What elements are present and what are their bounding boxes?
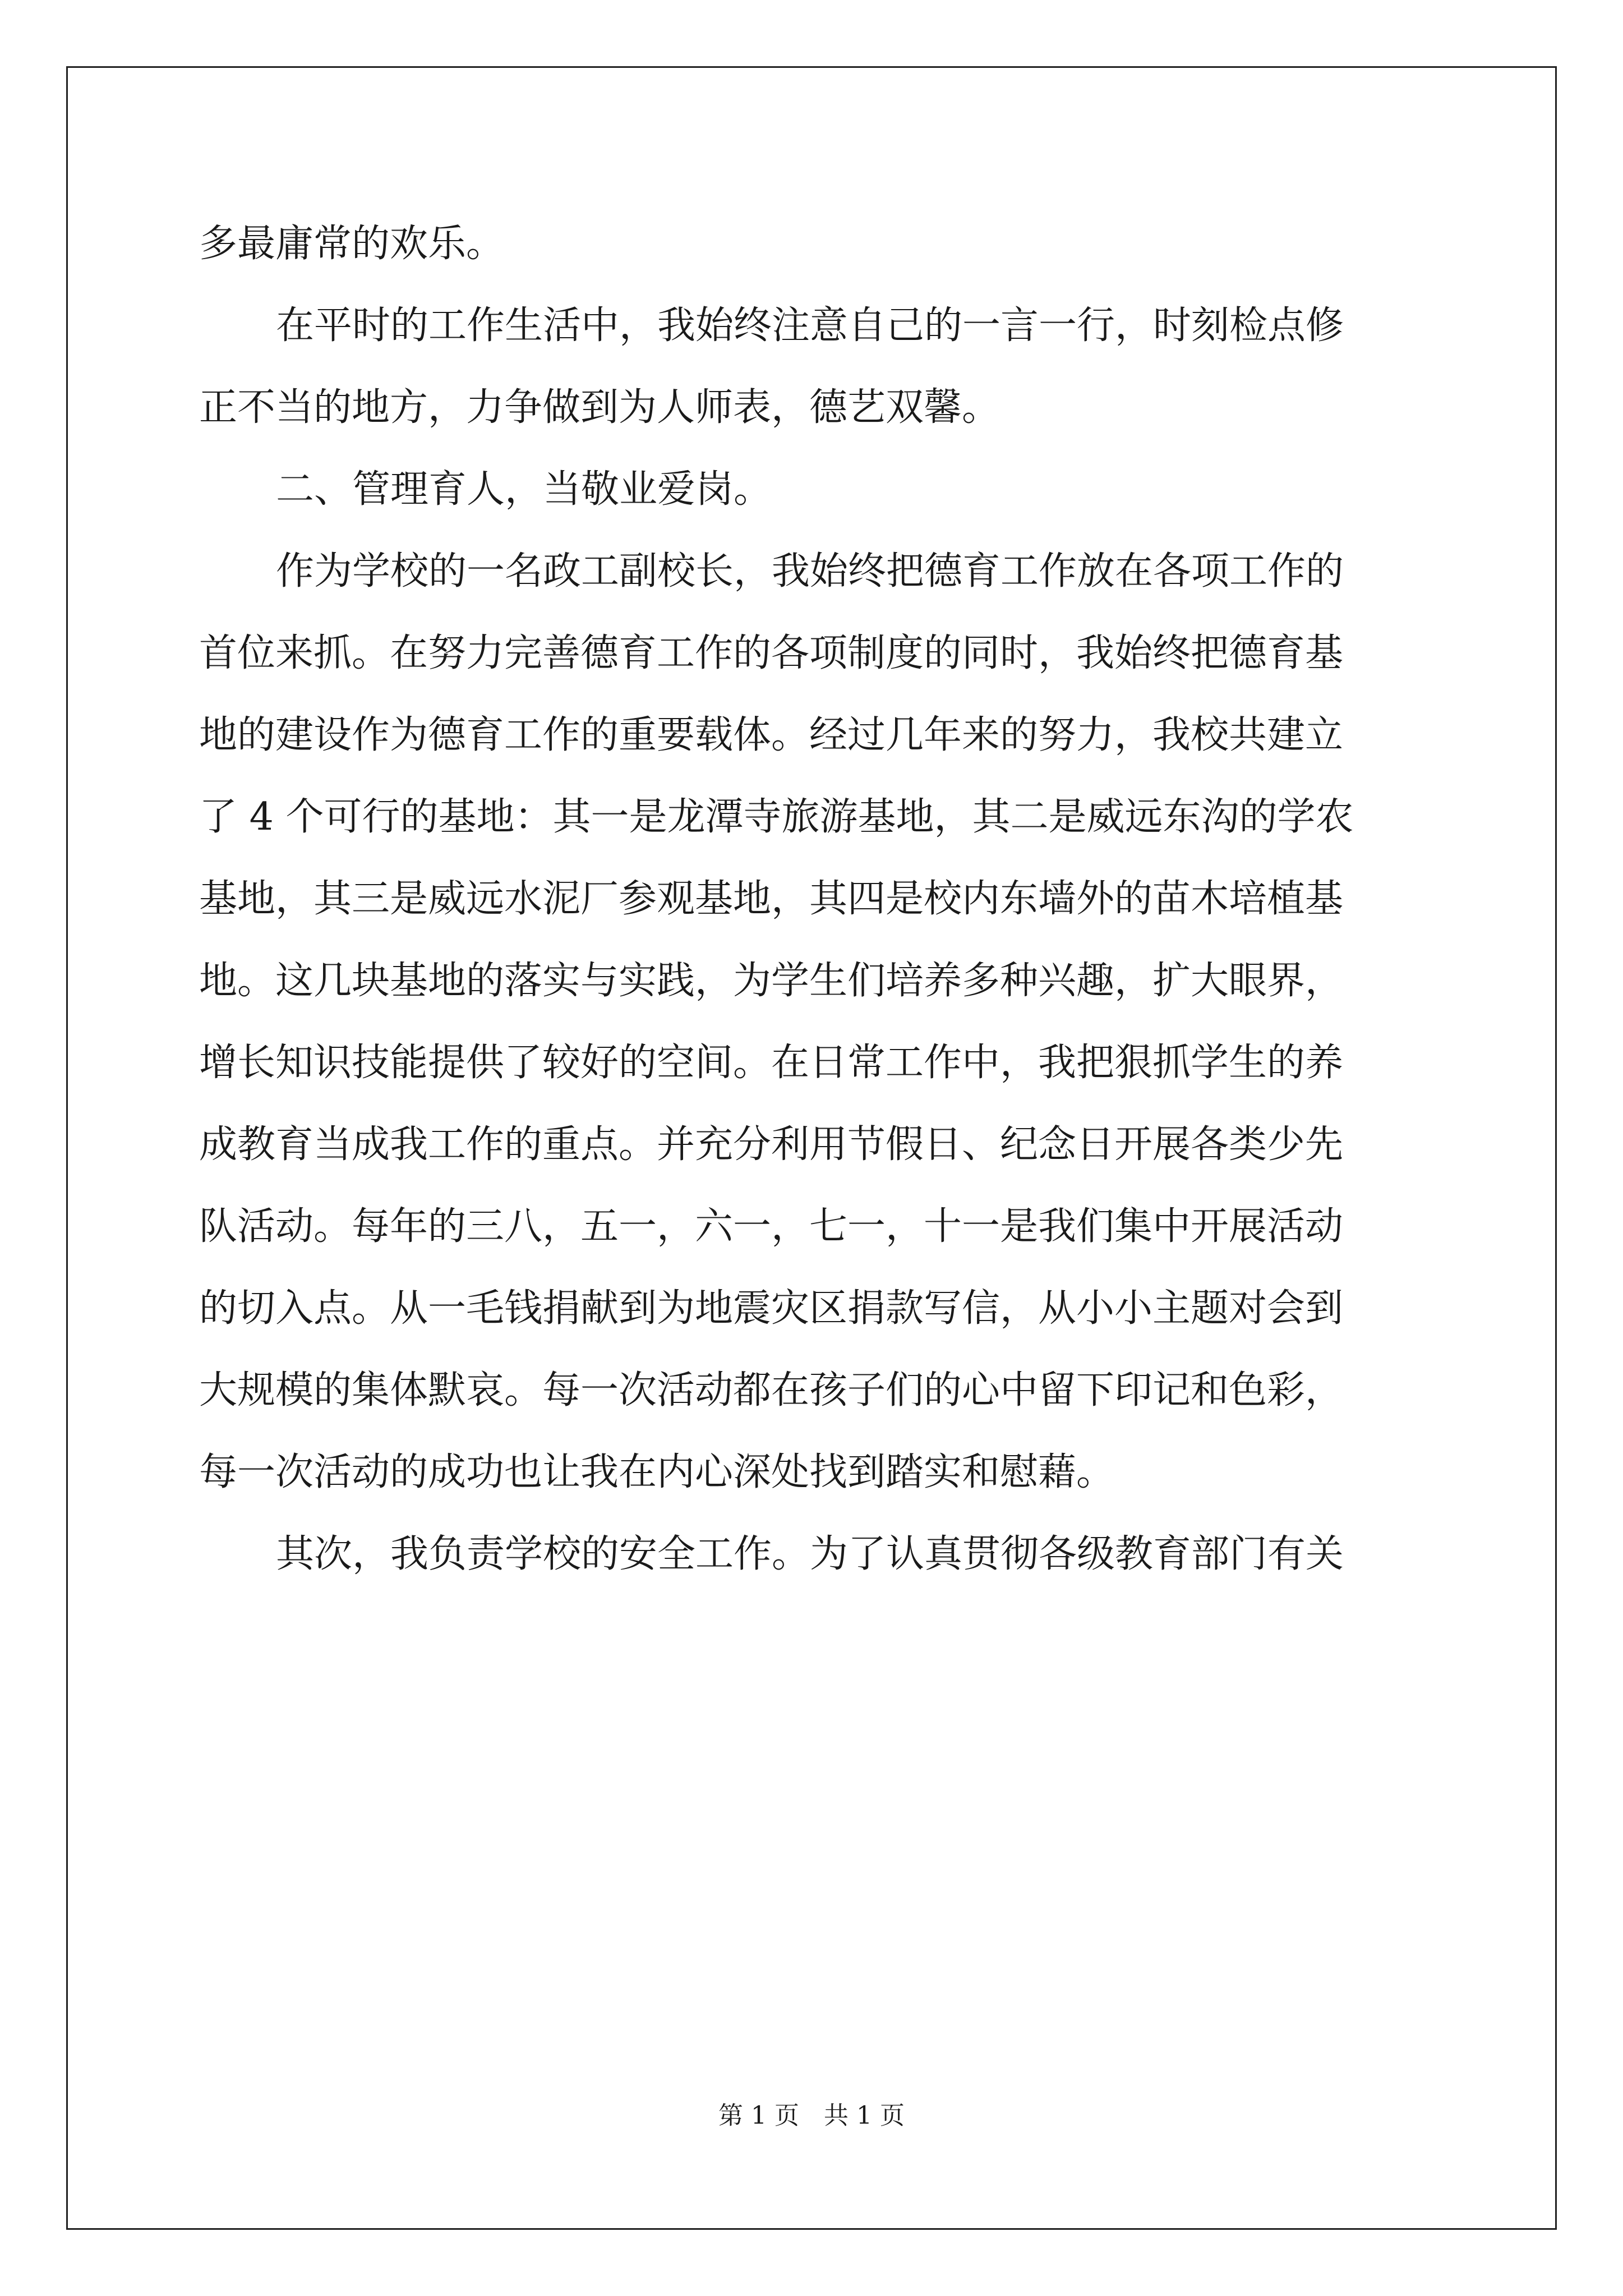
text-line: 大规模的集体默哀。每一次活动都在孩子们的心中留下印记和色彩， xyxy=(199,1368,1344,1412)
text-line: 成教育当成我工作的重点。并充分利用节假日、纪念日开展各类少先 xyxy=(199,1122,1344,1167)
paragraph-first-line: 作为学校的一名政工副校长，我始终把德育工作放在各项工作的 xyxy=(276,549,1344,593)
page-footer: 第 1 页 共 1 页 xyxy=(718,2101,905,2130)
text-line: 正不当的地方，力争做到为人师表，德艺双馨。 xyxy=(199,385,1000,430)
text-line: 了 4 个可行的基地：其一是龙潭寺旅游基地，其二是威远东沟的学农 xyxy=(199,795,1354,839)
paragraph-first-line: 其次，我负责学校的安全工作。为了认真贯彻各级教育部门有关 xyxy=(276,1532,1344,1576)
text-line: 基地，其三是威远水泥厂参观基地，其四是校内东墙外的苗木培植基 xyxy=(199,877,1344,921)
text-line: 多最庸常的欢乐。 xyxy=(199,222,505,266)
text-line: 增长知识技能提供了较好的空间。在日常工作中，我把狠抓学生的养 xyxy=(199,1041,1344,1085)
text-line: 队活动。每年的三八，五一，六一，七一，十一是我们集中开展活动 xyxy=(199,1204,1344,1249)
paragraph-first-line: 二、管理育人，当敬业爱岗。 xyxy=(276,467,772,512)
text-line: 首位来抓。在努力完善德育工作的各项制度的同时，我始终把德育基 xyxy=(199,631,1344,675)
text-line: 地。这几块基地的落实与实践，为学生们培养多种兴趣，扩大眼界， xyxy=(199,959,1344,1003)
text-line: 地的建设作为德育工作的重要载体。经过几年来的努力，我校共建立 xyxy=(199,713,1344,757)
text-line: 每一次活动的成功也让我在内心深处找到踏实和慰藉。 xyxy=(199,1450,1115,1494)
document-body xyxy=(199,203,1427,1595)
text-line: 的切入点。从一毛钱捐献到为地震灾区捐款写信，从小小主题对会到 xyxy=(199,1286,1344,1331)
paragraph-first-line: 在平时的工作生活中，我始终注意自己的一言一行，时刻检点修 xyxy=(276,303,1344,348)
